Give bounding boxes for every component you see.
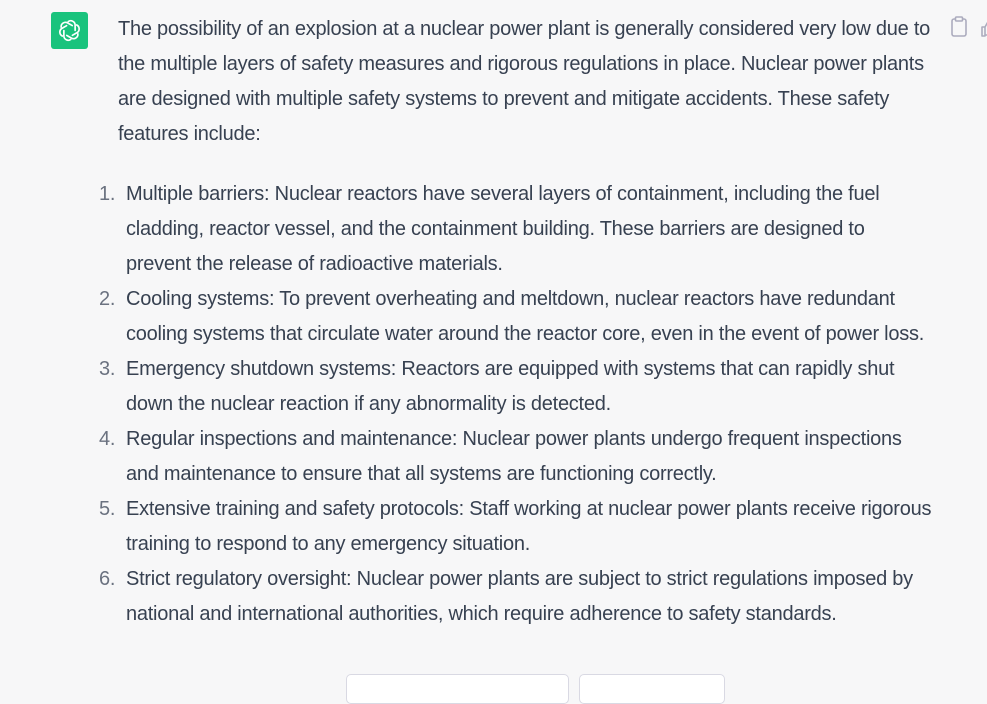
openai-logo-icon [51,12,88,49]
message-content [99,12,933,632]
list-item [99,177,933,282]
list-item-text: Extensive training and safety protocols: Staff working at nuclear power plants receive rigorous training to respond to any emergency situation. [126,498,932,555]
thumbs-up-icon[interactable] [980,18,987,38]
list-item [99,422,933,492]
list-item-text: Emergency shutdown systems: Reactors are equipped with systems that can rapidly shut down the nuclear reaction if any abnormality is detected. [126,358,895,415]
message-intro: The possibility of an explosion at a nuclear power plant is generally considered very low due to the multiple layers of safety measures and rigorous regulations in place. Nuclear power plants are designed with multiple safety systems to prevent and mitigate accidents. These safety features include: [118,18,931,145]
list-item-number: 5. [99,498,116,520]
regenerate-button[interactable] [346,674,569,704]
list-item-number: 3. [99,358,116,380]
copy-button[interactable] [949,15,969,39]
list-item [99,352,933,422]
list-item-number: 1. [99,183,116,205]
list-item-number: 4. [99,428,116,450]
continue-button[interactable] [579,674,725,704]
list-item-text: Regular inspections and maintenance: Nuclear power plants undergo frequent inspections and maintenance to ensure that all systems are functioning correctly. [126,428,902,485]
list-item-number: 2. [99,288,116,310]
list-item-text: Multiple barriers: Nuclear reactors have several layers of containment, including the fuel cladding, reactor vessel, and the containment building. These barriers are designed to prevent the release of radioactive materials. [126,183,880,275]
list-item [99,282,933,352]
list-item [99,562,933,632]
clipboard-icon [949,15,969,39]
list-item-text: Strict regulatory oversight: Nuclear power plants are subject to strict regulations imposed by national and international authorities, which require adherence to safety standards. [126,568,913,625]
safety-feature-list [99,177,933,632]
list-item-text: Cooling systems: To prevent overheating and meltdown, nuclear reactors have redundant cooling systems that circulate water around the reactor core, even in the event of power loss. [126,288,925,345]
list-item [99,492,933,562]
list-item-number: 6. [99,568,116,590]
